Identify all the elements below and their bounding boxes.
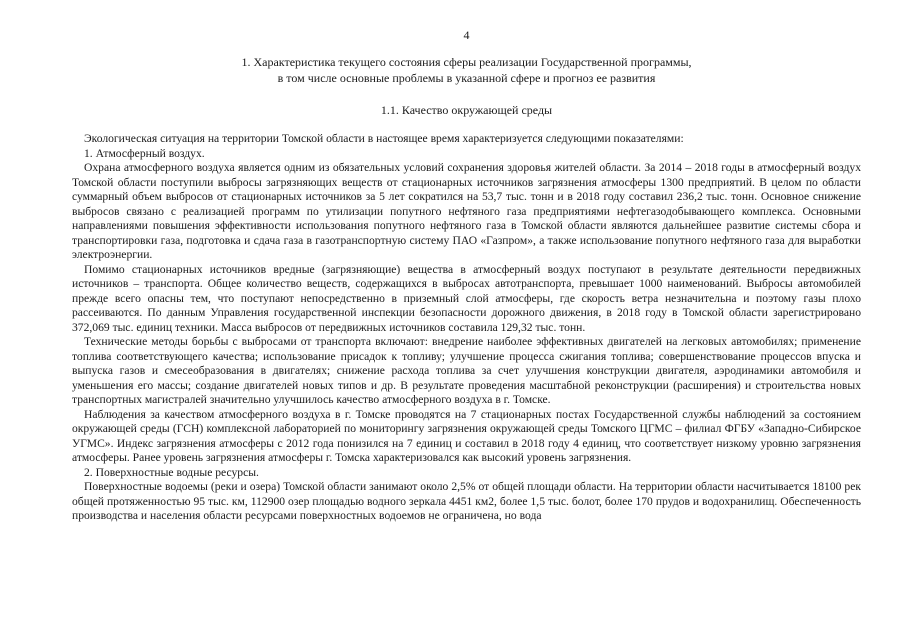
heading-surface-water: 2. Поверхностные водные ресурсы. — [84, 465, 259, 479]
section-title-line-1: 1. Характеристика текущего состояния сферы реализации Государственной программы, — [241, 55, 692, 69]
document-body — [72, 132, 861, 524]
subsection-title: 1.1. Качество окружающей среды — [380, 103, 553, 117]
page-number: 4 — [463, 28, 470, 42]
paragraph-surface-water: Поверхностные водоемы (реки и озера) Томской области занимают около 2,5% от общей площади области. На территории области насчитывается 18100 рек общей протяженностью 95 тыс. км, 112900 озер площадью водного зеркала 4451 км2, более 1,5 тыс. болот, более 170 прудов и водохранилищ. Обеспеченность производства и населения области ресурсами поверхностных водоемов не ограничена, но вода — [72, 480, 861, 522]
heading-atmospheric-air: 1. Атмосферный воздух. — [84, 146, 205, 160]
section-title-line-2: в том числе основные проблемы в указанной сфере и прогноз ее развития — [277, 71, 656, 85]
paragraph-air-monitoring: Наблюдения за качеством атмосферного воздуха в г. Томске проводятся на 7 стационарных постах Государственной службы наблюдений за состоянием окружающей среды (ГСН) комплексной лабораторией по мониторингу загрязнения окружающей среды Томского ЦГМС – филиал ФГБУ «Западно-Сибирское УГМС». Индекс загрязнения атмосферы с 2012 года понизился на 7 единиц и составил в 2018 году 4 единиц, что соответствует низкому уровню загрязнения атмосферы. Ранее уровень загрязнения атмосферы г. Томска характеризовался как высокий уровень загрязнения. — [72, 407, 861, 464]
paragraph-intro: Экологическая ситуация на территории Томской области в настоящее время характеризуется следующими показателями: — [84, 132, 684, 145]
paragraph-technical-methods: Технические методы борьбы с выбросами от транспорта включают: внедрение наиболее эффективных двигателей на легковых автомобилях; применение топлива соответствующего качества; использование присадок к топливу; улучшение процесса сжигания топлива; совершенствование процессов впуска и выпуска газов и смесеобразования в двигателях; снижение расхода топлива за счет улучшения конструкции двигателя, аэродинамики автомобиля и уменьшения его массы; создание двигателей новых типов и др. В результате проведения масштабной реконструкции (расширения) и строительства новых транспортных магистралей значительно улучшилось качество атмосферного воздуха в г. Томске. — [72, 335, 861, 406]
paragraph-mobile-sources: Помимо стационарных источников вредные (загрязняющие) вещества в атмосферный воздух поступают в результате деятельности передвижных источников – транспорта. Общее количество веществ, содержащихся в выбросах автотранспорта, превышает 1000 наименований. Выбросы автомобилей прежде всего опасны тем, что поступают непосредственно в приземный слой атмосферы, где скорость ветра незначительна и поэтому газы плохо рассеиваются. По данным Управления государственной инспекции безопасности дорожного движения, в 2018 году в Томской области зарегистрировано 372,069 тыс. единиц техники. Масса выбросов от передвижных источников составила 129,32 тыс. тонн. — [72, 262, 861, 334]
paragraph-air-protection: Охрана атмосферного воздуха является одним из обязательных условий сохранения здоровья жителей области. За 2014 – 2018 годы в атмосферный воздух Томской области поступили выбросы загрязняющих веществ от стационарных источников загрязнения атмосферы 1300 предприятий. В целом по области суммарный объем выбросов от стационарных источников за 5 лет сократился на 53,7 тыс. тонн и в 2018 году составил 236,2 тыс. тонн. Основное снижение выбросов связано с реализацией программ по утилизации попутного нефтяного газа предприятиями нефтегазодобывающего комплекса. Основными направлениями повышения эффективности использования попутного нефтяного газа в Томской области являются дальнейшее развитие системы сбора и транспортировки газа, подготовка и сдача газа в газотранспортную систему ПАО «Газпром», а также использование попутного нефтяного газа для выработки электроэнергии. — [72, 161, 861, 261]
